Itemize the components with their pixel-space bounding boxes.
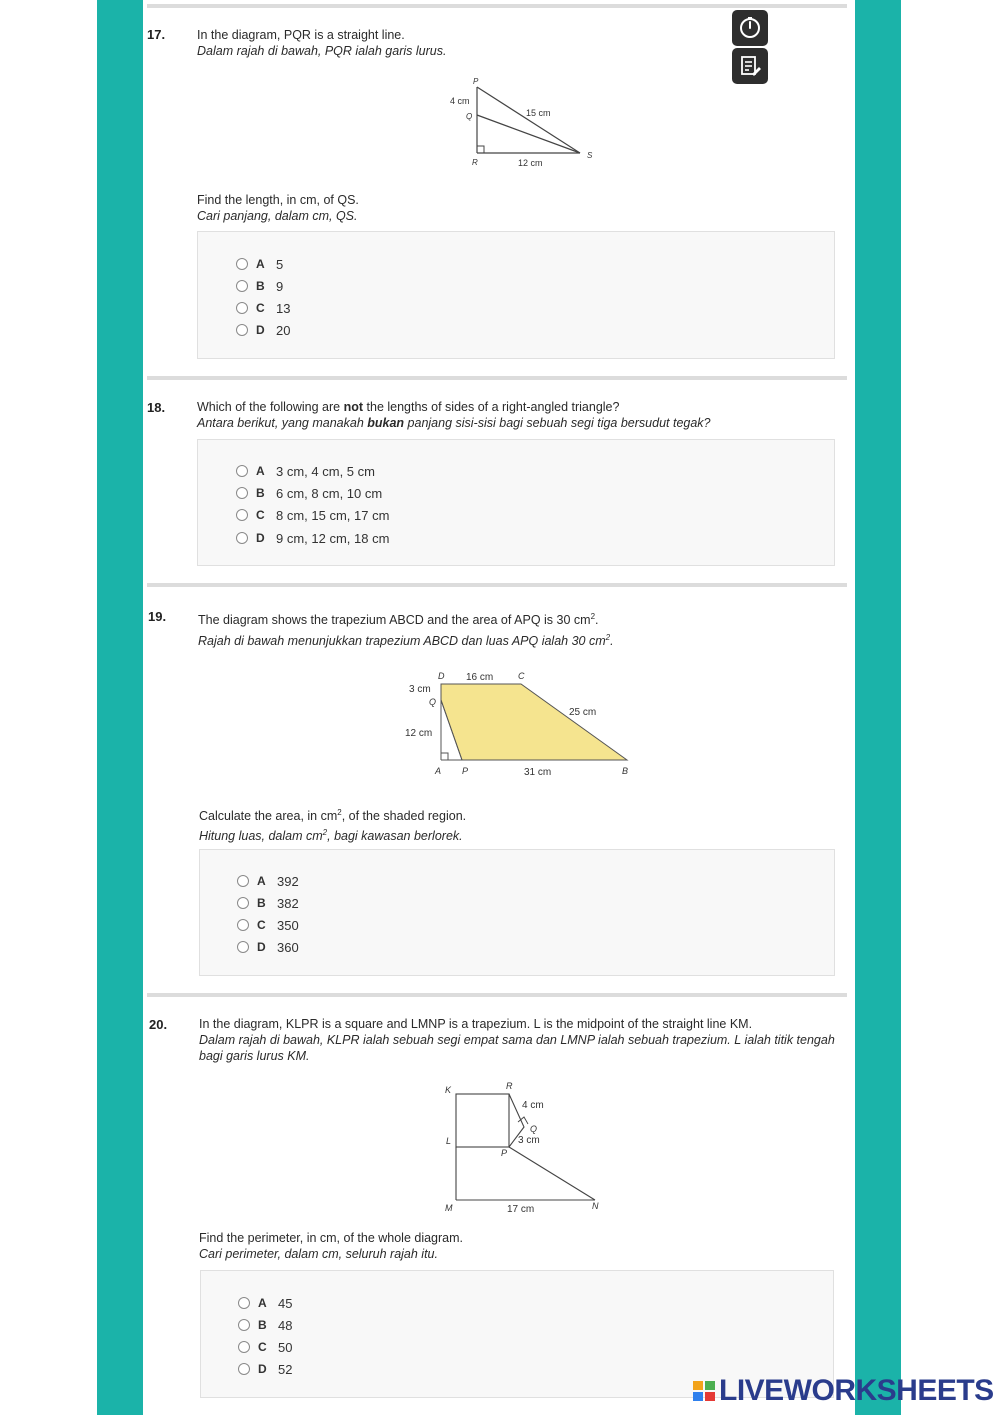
q20-option-d[interactable]: D 52 (238, 1361, 292, 1377)
radio-button[interactable] (238, 1319, 250, 1331)
q18-option-c[interactable]: C 8 cm, 15 cm, 17 cm (236, 507, 389, 523)
radio-button[interactable] (236, 324, 248, 336)
question-20-number: 20. (149, 1017, 168, 1032)
label-q: Q (466, 112, 473, 121)
q19-option-a[interactable]: A 392 (237, 873, 299, 889)
timer-button[interactable] (732, 10, 768, 46)
label-k: K (445, 1085, 452, 1095)
label-s: S (587, 151, 593, 160)
label-rq-length: 4 cm (522, 1100, 544, 1111)
q19-option-c[interactable]: C 350 (237, 917, 299, 933)
divider (147, 993, 847, 997)
question-18-number: 18. (147, 400, 166, 415)
left-margin-band (97, 0, 143, 1415)
question-19-number: 19. (148, 609, 167, 624)
radio-button[interactable] (236, 465, 248, 477)
radio-button[interactable] (236, 258, 248, 270)
question-20-ask-ms: Cari perimeter, dalam cm, seluruh rajah itu. (199, 1247, 438, 1261)
question-19-text-en: The diagram shows the trapezium ABCD and the area of APQ is 30 $cm^2$. (198, 612, 599, 628)
q18-option-a[interactable]: A 3 cm, 4 cm, 5 cm (236, 463, 375, 479)
label-ab-length: 31 cm (524, 767, 552, 778)
label-qa-length: 12 cm (405, 728, 433, 739)
q17-option-c[interactable]: C 13 (236, 300, 290, 316)
label-qp-length: 3 cm (518, 1135, 540, 1146)
label-b: B (622, 766, 629, 776)
trapezium-abcd-diagram (400, 664, 640, 784)
question-17-ask-en: Find the length, in cm, of QS. (197, 193, 359, 207)
q20-option-c[interactable]: C 50 (238, 1339, 292, 1355)
label-l: L (446, 1136, 452, 1146)
label-q: Q (429, 697, 437, 707)
question-18-text-ms: Antara berikut, yang manakah bukan panjang sisi-sisi bagi sebuah segi tiga bersudut tegak? (197, 416, 711, 430)
question-18-text-en: Which of the following are not the lengths of sides of a right-angled triangle? (197, 400, 620, 414)
q17-option-d[interactable]: D 20 (236, 322, 290, 338)
question-19-options (199, 849, 835, 976)
q19-option-d[interactable]: D 360 (237, 939, 299, 955)
divider (147, 376, 847, 380)
radio-button[interactable] (237, 941, 249, 953)
label-cb-length: 25 cm (569, 707, 597, 718)
radio-button[interactable] (236, 487, 248, 499)
label-p: P (501, 1148, 508, 1158)
radio-button[interactable] (236, 302, 248, 314)
label-p: P (462, 766, 469, 776)
logo-text: LIVEWORKSHEETS (719, 1374, 994, 1407)
question-17-number: 17. (147, 27, 166, 42)
q17-option-b[interactable]: B 9 (236, 278, 283, 294)
q17-option-a[interactable]: A 5 (236, 256, 283, 272)
notes-button[interactable] (732, 48, 768, 84)
label-rs-length: 12 cm (518, 158, 543, 168)
question-17-text-ms: Dalam rajah di bawah, PQR ialah garis lurus. (197, 44, 447, 58)
label-pq-length: 4 cm (450, 96, 470, 106)
radio-button[interactable] (237, 875, 249, 887)
timer-icon (738, 16, 762, 40)
question-20-text-ms: Dalam rajah di bawah, KLPR ialah sebuah segi empat sama dan LMNP ialah sebuah trapezium. L ialah titik tengah bagi garis lurus KM. (199, 1033, 835, 1063)
question-20-text-en: In the diagram, KLPR is a square and LMNP is a trapezium. L is the midpoint of the straight line KM. (199, 1017, 753, 1031)
liveworksheets-logo-icon (693, 1379, 717, 1403)
right-margin-band (855, 0, 901, 1415)
question-18-options (197, 439, 835, 566)
radio-button[interactable] (238, 1363, 250, 1375)
q20-option-a[interactable]: A 45 (238, 1295, 292, 1311)
notes-icon (738, 54, 762, 78)
radio-button[interactable] (238, 1297, 250, 1309)
radio-button[interactable] (236, 509, 248, 521)
square-trapezium-diagram (440, 1078, 610, 1220)
question-17-options (197, 231, 835, 359)
label-d: D (438, 671, 445, 681)
label-r: R (472, 158, 478, 167)
q18-option-d[interactable]: D 9 cm, 12 cm, 18 cm (236, 530, 389, 546)
divider (147, 583, 847, 587)
question-19-ask-en: Calculate the area, in $cm^2$, of the shaded region. (199, 808, 467, 824)
q18-option-b[interactable]: B 6 cm, 8 cm, 10 cm (236, 485, 382, 501)
question-19-ask-ms: Hitung luas, dalam $cm^2$, bagi kawasan berlorek. (199, 828, 463, 844)
label-mn-length: 17 cm (507, 1204, 535, 1215)
question-19-text-ms: Rajah di bawah menunjukkan trapezium ABCD dan luas APQ ialah 30 $cm^2$. (198, 633, 614, 649)
label-c: C (518, 671, 525, 681)
radio-button[interactable] (237, 897, 249, 909)
q20-option-b[interactable]: B 48 (238, 1317, 292, 1333)
label-m: M (445, 1203, 453, 1213)
liveworksheets-logo[interactable] (693, 1374, 994, 1408)
label-a: A (435, 766, 442, 776)
triangle-pqrs-diagram (440, 72, 610, 172)
label-p: P (473, 77, 479, 86)
label-dc-length: 16 cm (466, 672, 494, 683)
label-n: N (592, 1201, 599, 1211)
question-17-text-en: In the diagram, PQR is a straight line. (197, 28, 405, 42)
q19-option-b[interactable]: B 382 (237, 895, 299, 911)
label-q: Q (530, 1124, 538, 1134)
label-r: R (506, 1081, 513, 1091)
label-ps-length: 15 cm (526, 108, 551, 118)
top-divider (147, 4, 847, 8)
radio-button[interactable] (236, 532, 248, 544)
question-20-ask-en: Find the perimeter, in cm, of the whole diagram. (199, 1231, 464, 1245)
radio-button[interactable] (236, 280, 248, 292)
label-dq-length: 3 cm (409, 684, 431, 695)
question-17-ask-ms: Cari panjang, dalam cm, QS. (197, 209, 358, 223)
radio-button[interactable] (237, 919, 249, 931)
radio-button[interactable] (238, 1341, 250, 1353)
